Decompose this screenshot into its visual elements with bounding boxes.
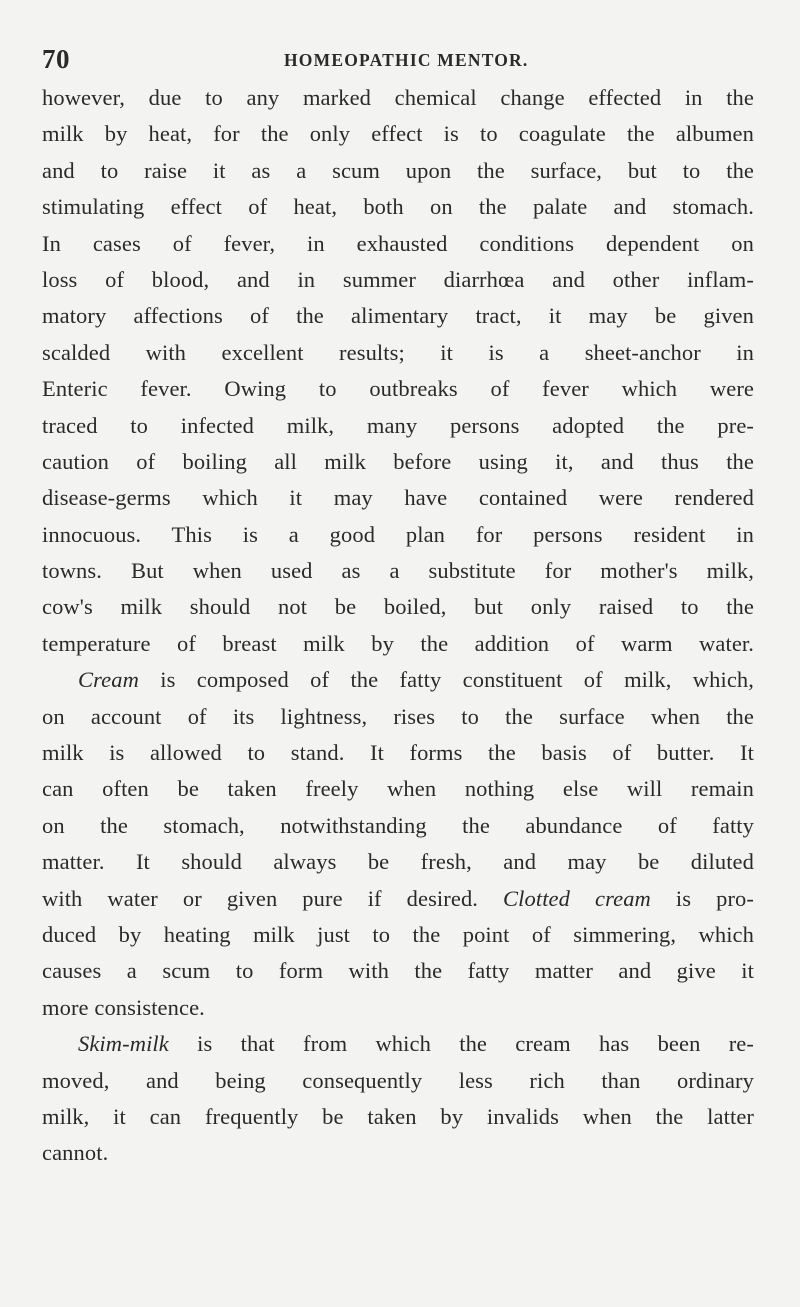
line-text: matory affections of the alimentary tract, it may be given bbox=[42, 303, 754, 329]
text-line bbox=[42, 371, 754, 407]
running-head: HOMEOPATHIC MENTOR. bbox=[284, 50, 529, 70]
line-text: cow's milk should not be boiled, but only raised to the bbox=[42, 594, 754, 620]
text-line bbox=[42, 589, 754, 625]
line-text: matter. It should always be fresh, and may be diluted bbox=[42, 849, 754, 875]
line-text: with water or given pure if desired. bbox=[42, 885, 504, 911]
line-text: towns. But when used as a substitute for mother's milk, bbox=[42, 558, 754, 584]
text-line bbox=[42, 335, 754, 371]
text-line bbox=[42, 189, 754, 225]
line-text: can often be taken freely when nothing else will remain bbox=[42, 776, 754, 802]
text-line bbox=[42, 116, 754, 152]
line-text: moved, and being consequently less rich than ordinary bbox=[42, 1067, 754, 1093]
line-text: stimulating effect of heat, both on the palate and stomach. bbox=[42, 194, 754, 220]
line-text: temperature of breast milk by the addition of warm water. bbox=[42, 630, 754, 656]
line-text: on account of its lightness, rises to the surface when the bbox=[42, 703, 754, 729]
text-line bbox=[42, 553, 754, 589]
text-line bbox=[42, 444, 754, 480]
line-text: loss of blood, and in summer diarrhœa and other inflam- bbox=[42, 266, 754, 292]
line-text: disease-germs which it may have contained were rendered bbox=[42, 485, 754, 511]
line-text: caution of boiling all milk before using it, and thus the bbox=[42, 448, 754, 474]
text-line bbox=[42, 626, 754, 662]
text-line bbox=[42, 298, 754, 334]
line-text: milk, it can frequently be taken by invalids when the latter bbox=[42, 1103, 754, 1129]
text-line bbox=[42, 226, 754, 262]
italic-term: Skim-milk bbox=[78, 1031, 169, 1057]
text-line bbox=[42, 990, 754, 1026]
text-line bbox=[42, 408, 754, 444]
text-line bbox=[42, 153, 754, 189]
page-number: 70 bbox=[42, 44, 70, 74]
italic-term: Clotted cream bbox=[503, 885, 651, 911]
line-text: duced by heating milk just to the point of simmering, which bbox=[42, 921, 754, 947]
text-line bbox=[42, 1135, 754, 1171]
text-line bbox=[42, 771, 754, 807]
text-line bbox=[42, 808, 754, 844]
text-line bbox=[42, 662, 754, 698]
line-text: and to raise it as a scum upon the surface, but to the bbox=[42, 157, 754, 183]
line-text: however, due to any marked chemical change effected in the bbox=[42, 85, 754, 110]
text-line bbox=[42, 735, 754, 771]
line-text: is composed of the fatty constituent of milk, which, bbox=[138, 667, 754, 693]
text-line bbox=[42, 1063, 754, 1099]
line-text: cannot. bbox=[42, 1140, 109, 1166]
line-text: more consistence. bbox=[42, 994, 205, 1020]
text-line bbox=[42, 80, 754, 116]
line-text: scalded with excellent results; it is a sheet-anchor in bbox=[42, 339, 754, 365]
italic-term: Cream bbox=[78, 667, 139, 693]
line-text: milk by heat, for the only effect is to coagulate the albumen bbox=[42, 121, 754, 147]
body-text bbox=[42, 80, 754, 1172]
line-text: traced to infected milk, many persons adopted the pre- bbox=[42, 412, 754, 438]
line-text: In cases of fever, in exhausted conditions dependent on bbox=[42, 230, 754, 256]
text-line bbox=[42, 881, 754, 917]
text-line bbox=[42, 1099, 754, 1135]
text-line bbox=[42, 480, 754, 516]
text-line bbox=[42, 917, 754, 953]
text-line bbox=[42, 699, 754, 735]
line-text: causes a scum to form with the fatty matter and give it bbox=[42, 958, 754, 984]
text-line bbox=[42, 844, 754, 880]
line-text: on the stomach, notwithstanding the abundance of fatty bbox=[42, 812, 754, 838]
line-text: milk is allowed to stand. It forms the basis of butter. It bbox=[42, 740, 754, 766]
line-text: is pro- bbox=[650, 885, 754, 911]
page-header bbox=[0, 44, 800, 74]
line-text: is that from which the cream has been re- bbox=[168, 1031, 754, 1057]
text-line bbox=[42, 517, 754, 553]
text-line bbox=[42, 262, 754, 298]
text-line bbox=[42, 1026, 754, 1062]
text-line bbox=[42, 953, 754, 989]
line-text: Enteric fever. Owing to outbreaks of fever which were bbox=[42, 376, 754, 402]
line-text: innocuous. This is a good plan for persons resident in bbox=[42, 521, 754, 547]
